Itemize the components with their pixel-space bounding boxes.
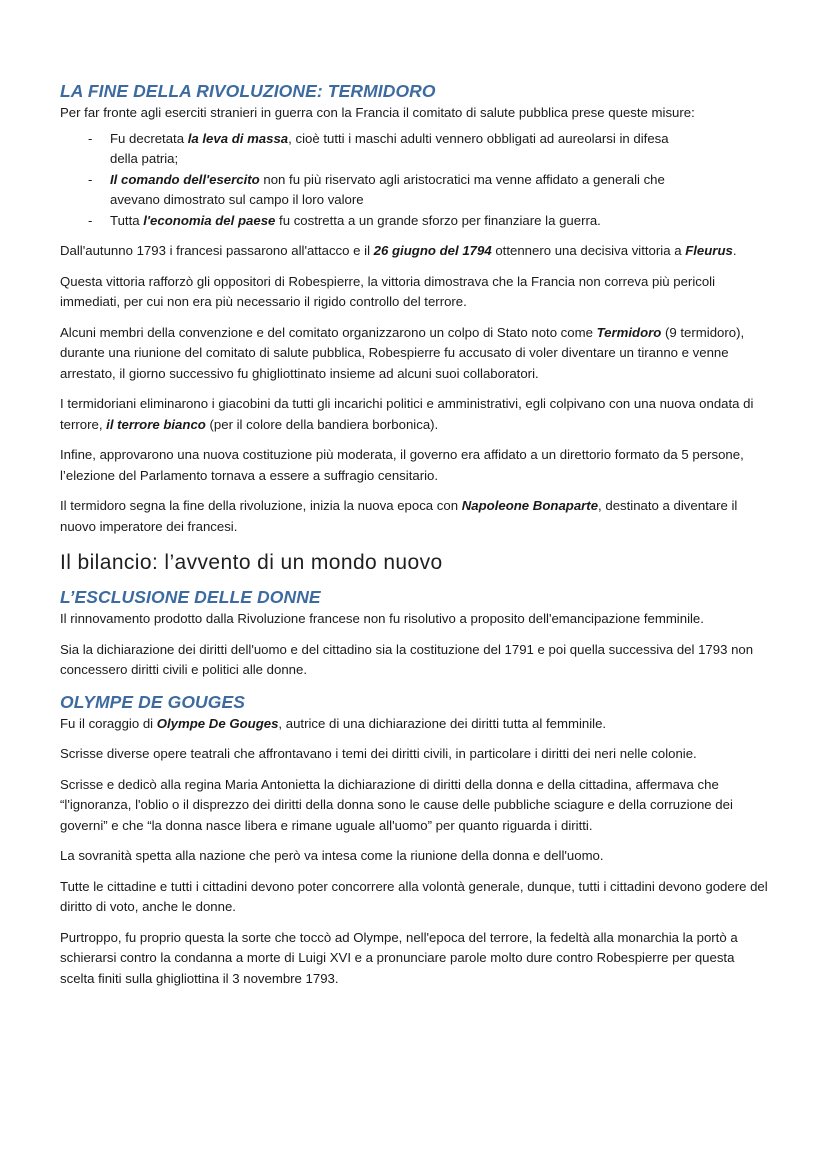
paragraph-opere-teatrali: Scrisse diverse opere teatrali che affrontavano i temi dei diritti civili, in particolare i diritti dei neri nelle colonie. bbox=[60, 746, 697, 761]
paragraph-sovranita: La sovranità spetta alla nazione che però va intesa come la riunione della donna e dell'uomo. bbox=[60, 848, 604, 863]
emphasis-comando: Il comando dell'esercito bbox=[110, 171, 260, 187]
heading-bilancio: Il bilancio: l’avvento di un mondo nuovo bbox=[60, 551, 443, 574]
heading-termidoro: LA FINE DELLA RIVOLUZIONE: TERMIDORO bbox=[60, 81, 436, 101]
emphasis-leva: la leva di massa bbox=[187, 130, 289, 146]
list-item: - Fu decretata la leva di massa, cioè tutti i maschi adulti vennero obbligati ad aureolarsi in difesa della patria; bbox=[88, 129, 670, 170]
list-item: - Tutta l'economia del paese fu costretta a un grande sforzo per finanziare la guerra. bbox=[88, 211, 670, 232]
emphasis-economia: l'economia del paese bbox=[143, 212, 276, 228]
paragraph-rinnovamento: Il rinnovamento prodotto dalla Rivoluzione francese non fu risolutivo a proposito dell'emancipazione femminile. bbox=[60, 611, 704, 626]
paragraph-intro: Per far fronte agli eserciti stranieri in guerra con la Francia il comitato di salute pubblica prese queste misure: bbox=[60, 105, 695, 120]
paragraph-napoleone: Il termidoro segna la fine della rivoluzione, inizia la nuova epoca con Napoleone Bonaparte, destinato a diventare il nuovo imperatore dei francesi. bbox=[60, 498, 738, 534]
paragraph-diritto-voto: Tutte le cittadine e tutti i cittadini devono poter concorrere alla volontà generale, dunque, tutti i cittadini devono godere del diritto di voto, anche le donne. bbox=[60, 878, 768, 914]
heading-olympe: OLYMPE DE GOUGES bbox=[60, 691, 246, 712]
list-item: - Il comando dell'esercito non fu più riservato agli aristocratici ma venne affidato a generali che avevano dimostrato sul campo il loro valore bbox=[88, 170, 670, 211]
measures-list bbox=[60, 129, 772, 232]
paragraph-fleurus: Dall'autunno 1793 i francesi passarono all'attacco e il 26 giugno del 1794 ottennero una decisiva vittoria a Fleurus. bbox=[60, 243, 737, 258]
paragraph-termidoriani: I termidoriani eliminarono i giacobini da tutti gli incarichi politici e amministrativi, egli colpivano con una nuova ondata di terrore, il terrore bianco (per il colore della bandiera borbonica). bbox=[60, 396, 754, 432]
paragraph-sorte-olympe: Purtroppo, fu proprio questa la sorte che toccò ad Olympe, nell'epoca del terrore, la fedeltà alla monarchia la portò a schierarsi contro la condanna a morte di Luigi XVI e a pronunciare parole molto dure contro Robespierre per questa scelta finiti sulla ghigliottina il 3 novembre 1793. bbox=[60, 929, 738, 986]
heading-esclusione-donne: L’ESCLUSIONE DELLE DONNE bbox=[60, 587, 321, 607]
paragraph-costituzione: Infine, approvarono una nuova costituzione più moderata, il governo era affidato a un direttorio formato da 5 persone, l’elezione del Parlamento tornava a essere a suffragio censitario. bbox=[60, 447, 744, 483]
paragraph-robespierre: Questa vittoria rafforzò gli oppositori di Robespierre, la vittoria dimostrava che la Francia non correva più pericoli immediati, per cui non era più necessario il rigido controllo del terrore. bbox=[60, 273, 716, 309]
document-page bbox=[60, 80, 772, 989]
paragraph-dichiarazione: Sia la dichiarazione dei diritti dell'uomo e del cittadino sia la costituzione del 1791 e poi quella successiva del 1793 non concessero diritti civili e politici alle donne. bbox=[60, 641, 754, 677]
paragraph-maria-antonietta: Scrisse e dedicò alla regina Maria Antonietta la dichiarazione di diritti della donna e della cittadina, affermava che “l'ignoranza, l'oblio o il disprezzo dei diritti della donna sono le cause delle pubbliche sciagure e della corruzione dei governi” e che “la donna nasce libera e rimane uguale all'uomo” per quanto riguarda i diritti. bbox=[60, 776, 733, 833]
paragraph-coraggio: Fu il coraggio di Olympe De Gouges, autrice di una dichiarazione dei diritti tutta al femminile. bbox=[60, 715, 607, 731]
paragraph-colpo-stato: Alcuni membri della convenzione e del comitato organizzarono un colpo di Stato noto come Termidoro (9 termidoro), durante una riunione del comitato di salute pubblica, Robespierre fu accusato di voler diventare un tiranno e venne arrestato, il giorno successivo fu ghigliottinato insieme ad alcuni suoi collaboratori. bbox=[60, 324, 745, 381]
